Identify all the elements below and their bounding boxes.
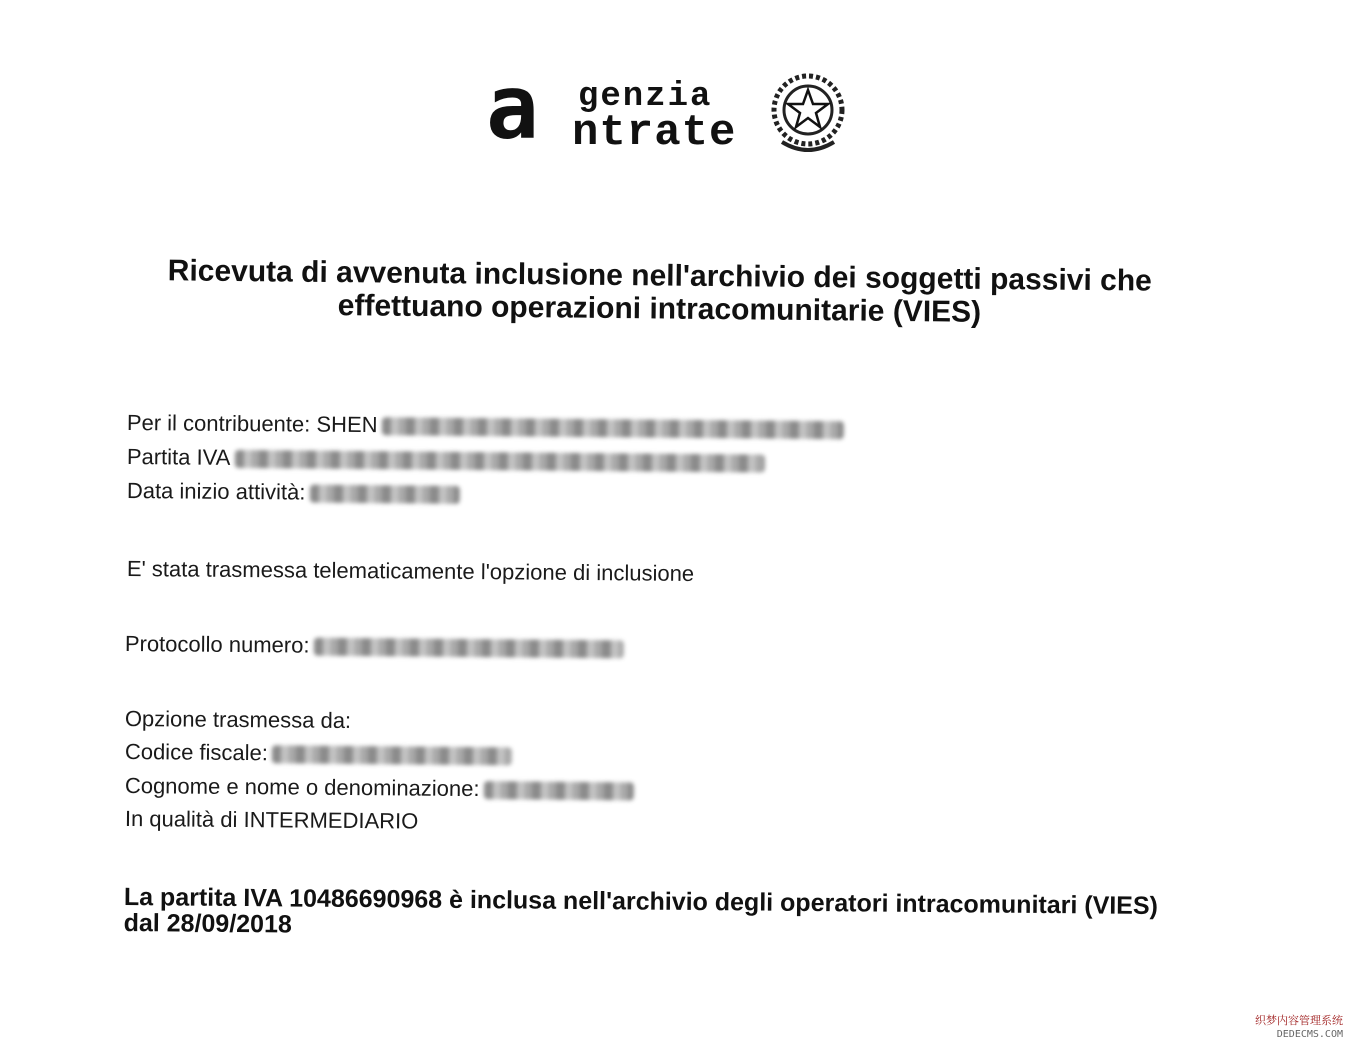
redacted-cognome	[483, 781, 633, 800]
watermark-line2: DEDECMS.COM	[1276, 1029, 1343, 1040]
qualita-line: In qualità di INTERMEDIARIO	[124, 806, 419, 834]
document-title: Ricevuta di avvenuta inclusione nell'archivio dei soggetti passivi che effettuano operazioni intracomunitarie (VIES)	[167, 254, 1153, 329]
trasmessa-line: E' stata trasmessa telematicamente l'opzione di inclusione	[126, 556, 695, 586]
data-inizio-line	[127, 478, 460, 507]
codice-fiscale-line	[125, 739, 512, 768]
redacted-protocollo	[313, 638, 623, 659]
logo-word-genzia: genzia	[578, 78, 713, 116]
contribuente-value: SHEN	[316, 411, 378, 438]
watermark	[1255, 1015, 1343, 1041]
protocollo-line	[125, 631, 624, 661]
redacted-partita-iva	[234, 450, 764, 473]
protocollo-label: Protocollo numero:	[124, 631, 310, 658]
redacted-codice-fiscale	[272, 745, 512, 765]
opzione-heading: Opzione trasmessa da:	[124, 706, 352, 733]
logo-letter-a: a	[486, 56, 539, 159]
partita-iva-line	[127, 444, 765, 476]
partita-iva-label: Partita IVA	[126, 444, 231, 470]
logo-word-ntrate: ntrate	[572, 108, 737, 158]
contribuente-line	[127, 410, 844, 442]
watermark-line1: 织梦内容管理系统	[1255, 1015, 1343, 1027]
cognome-line	[125, 773, 634, 803]
vies-inclusion-statement: La partita IVA 10486690968 è inclusa nell'archivio degli operatori intracomunitari (VIES) dal 28/09/2018	[123, 883, 1159, 939]
republic-emblem-icon	[768, 68, 848, 156]
contribuente-label: Per il contribuente:	[126, 410, 311, 437]
codice-fiscale-label: Codice fiscale:	[124, 739, 269, 766]
agenzia-entrate-logo	[486, 56, 856, 164]
redacted-contribuente	[381, 417, 843, 439]
redacted-data-inizio	[309, 485, 459, 504]
cognome-label: Cognome e nome o denominazione:	[124, 773, 480, 802]
data-inizio-label: Data inizio attività:	[126, 478, 306, 505]
